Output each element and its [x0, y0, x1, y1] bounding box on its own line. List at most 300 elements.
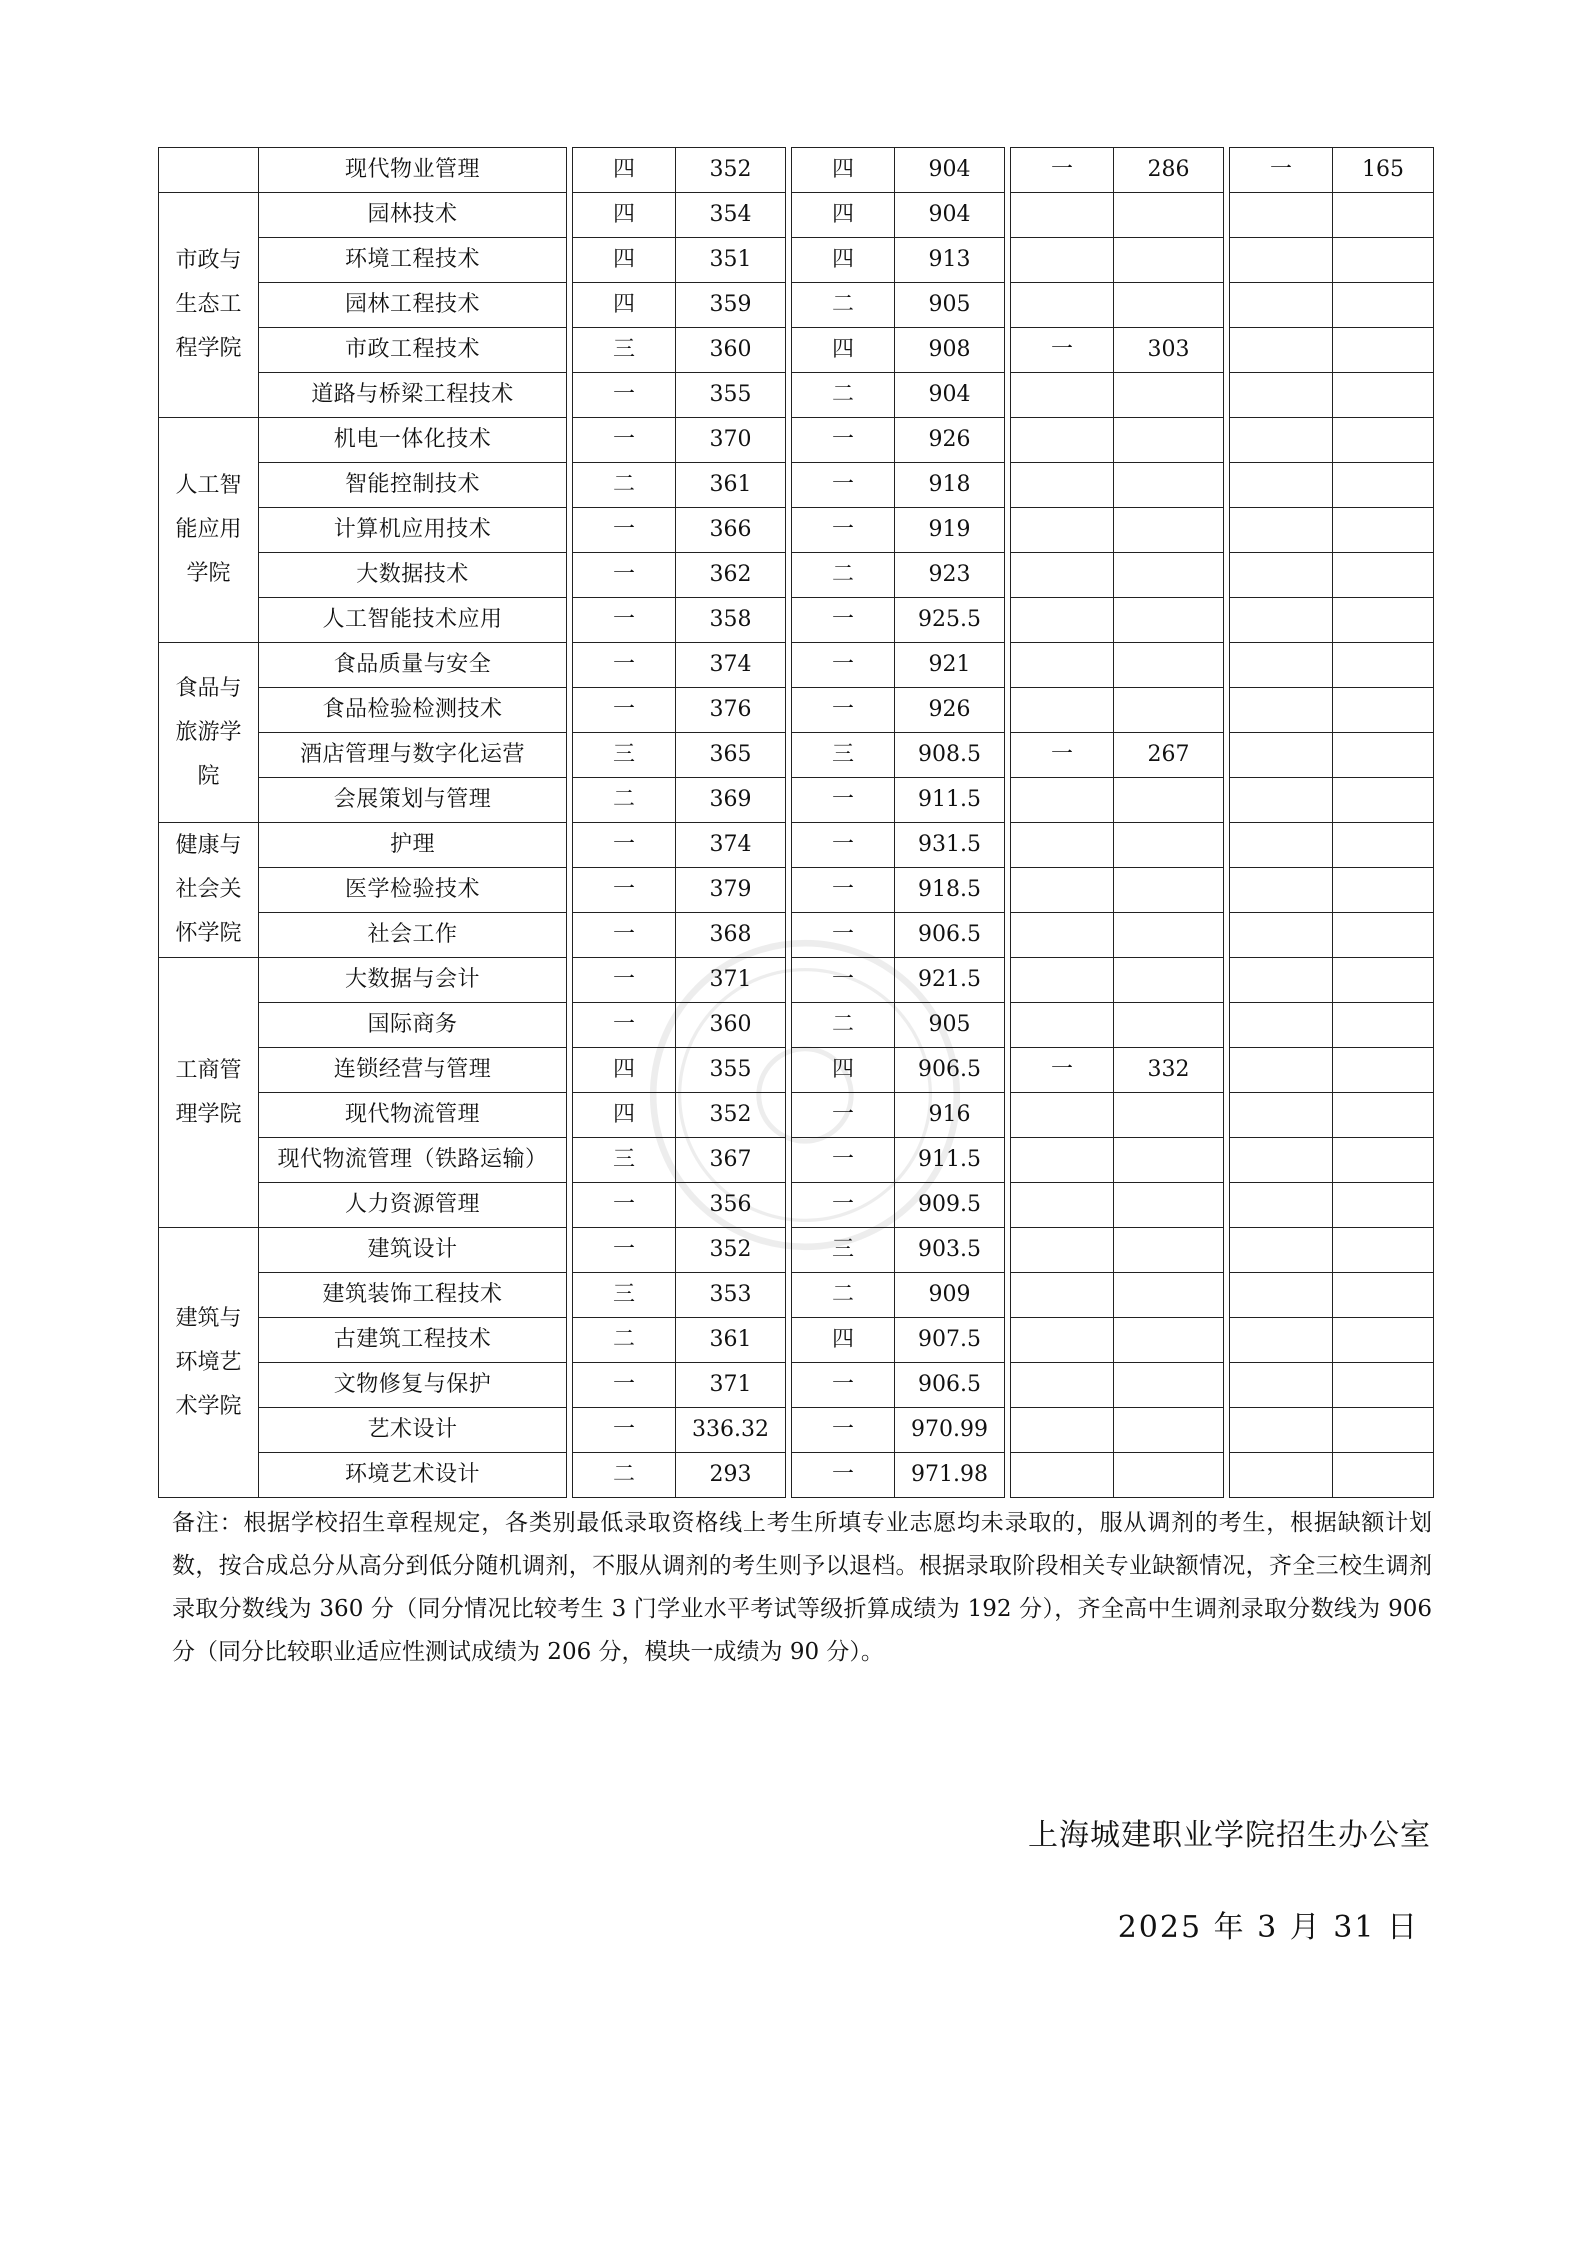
major-name-cell: 医学检验技术 [259, 868, 567, 913]
batch-2-score-cell: 904 [895, 193, 1005, 238]
batch-2-score-cell: 970.99 [895, 1408, 1005, 1453]
college-cell [159, 958, 259, 1228]
batch-3-score-cell: 303 [1114, 328, 1224, 373]
batch-4-level-cell: 一 [1230, 148, 1333, 193]
table-row [159, 1003, 1434, 1048]
batch-4-level-cell [1230, 193, 1333, 238]
batch-2-level-cell: 一 [792, 868, 895, 913]
batch-1-score-cell: 336.32 [676, 1408, 786, 1453]
batch-1-level-cell: 四 [573, 193, 676, 238]
batch-4-score-cell [1333, 1318, 1434, 1363]
table-row [159, 688, 1434, 733]
table-row [159, 958, 1434, 1003]
batch-1-score-cell: 293 [676, 1453, 786, 1498]
batch-3-level-cell [1011, 238, 1114, 283]
batch-3-level-cell: 一 [1011, 1048, 1114, 1093]
batch-1-score-cell: 360 [676, 328, 786, 373]
batch-1-level-cell: 三 [573, 1273, 676, 1318]
batch-4-score-cell [1333, 1228, 1434, 1273]
batch-4-score-cell [1333, 643, 1434, 688]
batch-2-score-cell: 911.5 [895, 1138, 1005, 1183]
batch-1-level-cell: 一 [573, 598, 676, 643]
table-row [159, 913, 1434, 958]
batch-2-level-cell: 四 [792, 1318, 895, 1363]
batch-1-level-cell: 一 [573, 913, 676, 958]
batch-3-score-cell [1114, 553, 1224, 598]
batch-3-score-cell [1114, 1363, 1224, 1408]
major-name-cell: 社会工作 [259, 913, 567, 958]
batch-3-level-cell [1011, 1453, 1114, 1498]
batch-4-score-cell [1333, 1093, 1434, 1138]
college-name: 人工智能应用学院 [175, 473, 242, 586]
major-name-cell: 连锁经营与管理 [259, 1048, 567, 1093]
batch-4-level-cell [1230, 913, 1333, 958]
batch-4-level-cell [1230, 1318, 1333, 1363]
batch-1-score-cell: 374 [676, 823, 786, 868]
major-name-cell: 机电一体化技术 [259, 418, 567, 463]
batch-1-level-cell: 一 [573, 1183, 676, 1228]
batch-2-score-cell: 906.5 [895, 1048, 1005, 1093]
batch-2-level-cell: 一 [792, 778, 895, 823]
batch-4-level-cell [1230, 1048, 1333, 1093]
batch-4-score-cell [1333, 1138, 1434, 1183]
batch-4-score-cell [1333, 733, 1434, 778]
batch-4-score-cell [1333, 1453, 1434, 1498]
batch-1-level-cell: 二 [573, 778, 676, 823]
batch-2-level-cell: 一 [792, 1453, 895, 1498]
batch-3-score-cell [1114, 373, 1224, 418]
batch-4-level-cell [1230, 1273, 1333, 1318]
batch-3-level-cell [1011, 193, 1114, 238]
batch-1-level-cell: 三 [573, 733, 676, 778]
major-name-cell: 人工智能技术应用 [259, 598, 567, 643]
batch-4-score-cell [1333, 418, 1434, 463]
batch-1-level-cell: 二 [573, 1453, 676, 1498]
batch-3-score-cell [1114, 823, 1224, 868]
batch-2-level-cell: 二 [792, 373, 895, 418]
batch-1-level-cell: 一 [573, 553, 676, 598]
batch-2-level-cell: 一 [792, 1363, 895, 1408]
batch-4-score-cell [1333, 1048, 1434, 1093]
batch-1-score-cell: 351 [676, 238, 786, 283]
table-row [159, 463, 1434, 508]
batch-1-score-cell: 379 [676, 868, 786, 913]
batch-1-score-cell: 376 [676, 688, 786, 733]
batch-2-level-cell: 一 [792, 643, 895, 688]
batch-3-level-cell: 一 [1011, 328, 1114, 373]
batch-1-score-cell: 368 [676, 913, 786, 958]
table-row [159, 418, 1434, 463]
batch-2-level-cell: 一 [792, 1138, 895, 1183]
batch-4-score-cell [1333, 913, 1434, 958]
batch-3-score-cell [1114, 643, 1224, 688]
major-name-cell: 市政工程技术 [259, 328, 567, 373]
college-name: 健康与社会关怀学院 [175, 833, 242, 946]
batch-1-score-cell: 358 [676, 598, 786, 643]
batch-2-score-cell: 906.5 [895, 1363, 1005, 1408]
batch-3-score-cell [1114, 238, 1224, 283]
batch-3-level-cell [1011, 778, 1114, 823]
batch-3-score-cell [1114, 1003, 1224, 1048]
batch-3-level-cell [1011, 643, 1114, 688]
batch-1-score-cell: 359 [676, 283, 786, 328]
table-row [159, 868, 1434, 913]
batch-4-level-cell [1230, 733, 1333, 778]
batch-2-level-cell: 四 [792, 148, 895, 193]
batch-4-score-cell: 165 [1333, 148, 1434, 193]
batch-3-score-cell [1114, 1318, 1224, 1363]
batch-3-score-cell [1114, 1093, 1224, 1138]
batch-2-level-cell: 一 [792, 958, 895, 1003]
batch-2-level-cell: 一 [792, 508, 895, 553]
batch-1-level-cell: 四 [573, 148, 676, 193]
batch-4-score-cell [1333, 688, 1434, 733]
batch-4-level-cell [1230, 418, 1333, 463]
batch-2-score-cell: 916 [895, 1093, 1005, 1138]
batch-3-score-cell [1114, 508, 1224, 553]
batch-4-level-cell [1230, 283, 1333, 328]
batch-1-level-cell: 一 [573, 868, 676, 913]
batch-1-level-cell: 二 [573, 1318, 676, 1363]
batch-2-score-cell: 904 [895, 373, 1005, 418]
batch-1-level-cell: 一 [573, 418, 676, 463]
college-name: 建筑与环境艺术学院 [175, 1305, 242, 1419]
batch-2-score-cell: 971.98 [895, 1453, 1005, 1498]
batch-4-level-cell [1230, 553, 1333, 598]
issue-date: 2025 年 3 月 31 日 [1117, 1910, 1419, 1945]
table-row [159, 283, 1434, 328]
batch-4-score-cell [1333, 283, 1434, 328]
major-name-cell: 现代物业管理 [259, 148, 567, 193]
batch-4-level-cell [1230, 238, 1333, 283]
batch-4-level-cell [1230, 598, 1333, 643]
batch-3-score-cell: 286 [1114, 148, 1224, 193]
batch-1-score-cell: 366 [676, 508, 786, 553]
batch-3-level-cell [1011, 283, 1114, 328]
batch-3-score-cell [1114, 688, 1224, 733]
batch-1-level-cell: 四 [573, 1048, 676, 1093]
batch-4-level-cell [1230, 778, 1333, 823]
batch-1-score-cell: 355 [676, 373, 786, 418]
batch-1-level-cell: 一 [573, 1228, 676, 1273]
table-row [159, 148, 1434, 193]
batch-4-score-cell [1333, 1273, 1434, 1318]
batch-1-level-cell: 三 [573, 1138, 676, 1183]
batch-3-score-cell [1114, 1183, 1224, 1228]
table-row [159, 193, 1434, 238]
batch-4-level-cell [1230, 1408, 1333, 1453]
batch-2-level-cell: 一 [792, 1183, 895, 1228]
batch-2-level-cell: 一 [792, 913, 895, 958]
major-name-cell: 智能控制技术 [259, 463, 567, 508]
batch-2-score-cell: 931.5 [895, 823, 1005, 868]
batch-1-level-cell: 一 [573, 508, 676, 553]
batch-1-level-cell: 一 [573, 1003, 676, 1048]
batch-1-score-cell: 367 [676, 1138, 786, 1183]
batch-3-level-cell [1011, 598, 1114, 643]
batch-1-score-cell: 356 [676, 1183, 786, 1228]
batch-2-score-cell: 905 [895, 1003, 1005, 1048]
batch-4-level-cell [1230, 1003, 1333, 1048]
table-row [159, 1318, 1434, 1363]
batch-4-score-cell [1333, 463, 1434, 508]
batch-3-score-cell [1114, 868, 1224, 913]
table-row [159, 733, 1434, 778]
batch-2-level-cell: 四 [792, 1048, 895, 1093]
batch-1-score-cell: 354 [676, 193, 786, 238]
batch-3-level-cell [1011, 508, 1114, 553]
major-name-cell: 食品质量与安全 [259, 643, 567, 688]
batch-1-score-cell: 355 [676, 1048, 786, 1093]
major-name-cell: 现代物流管理（铁路运输） [259, 1138, 567, 1183]
batch-2-score-cell: 919 [895, 508, 1005, 553]
college-cell [159, 193, 259, 418]
signer-office: 上海城建职业学院招生办公室 [1028, 1818, 1431, 1853]
major-name-cell: 艺术设计 [259, 1408, 567, 1453]
batch-4-level-cell [1230, 688, 1333, 733]
batch-2-level-cell: 一 [792, 823, 895, 868]
major-name-cell: 现代物流管理 [259, 1093, 567, 1138]
major-name-cell: 大数据与会计 [259, 958, 567, 1003]
batch-2-score-cell: 909 [895, 1273, 1005, 1318]
batch-2-level-cell: 一 [792, 418, 895, 463]
table-row [159, 1138, 1434, 1183]
table-row [159, 823, 1434, 868]
batch-4-score-cell [1333, 238, 1434, 283]
batch-2-level-cell: 三 [792, 733, 895, 778]
major-name-cell: 计算机应用技术 [259, 508, 567, 553]
batch-2-score-cell: 903.5 [895, 1228, 1005, 1273]
table-row [159, 373, 1434, 418]
major-name-cell: 建筑装饰工程技术 [259, 1273, 567, 1318]
batch-3-level-cell [1011, 418, 1114, 463]
college-cell [159, 1228, 259, 1498]
batch-4-score-cell [1333, 1003, 1434, 1048]
batch-2-score-cell: 918.5 [895, 868, 1005, 913]
batch-1-level-cell: 三 [573, 328, 676, 373]
batch-3-score-cell [1114, 913, 1224, 958]
batch-3-level-cell [1011, 1228, 1114, 1273]
batch-1-score-cell: 365 [676, 733, 786, 778]
batch-4-score-cell [1333, 508, 1434, 553]
batch-1-level-cell: 二 [573, 463, 676, 508]
batch-2-level-cell: 二 [792, 1003, 895, 1048]
major-name-cell: 园林技术 [259, 193, 567, 238]
major-name-cell: 环境艺术设计 [259, 1453, 567, 1498]
major-name-cell: 园林工程技术 [259, 283, 567, 328]
batch-2-score-cell: 926 [895, 418, 1005, 463]
major-name-cell: 环境工程技术 [259, 238, 567, 283]
batch-4-score-cell [1333, 1408, 1434, 1453]
batch-4-score-cell [1333, 868, 1434, 913]
batch-1-score-cell: 371 [676, 1363, 786, 1408]
batch-4-score-cell [1333, 193, 1434, 238]
batch-2-score-cell: 905 [895, 283, 1005, 328]
table-row [159, 1408, 1434, 1453]
batch-3-score-cell [1114, 1138, 1224, 1183]
batch-4-score-cell [1333, 553, 1434, 598]
college-cell [159, 643, 259, 823]
batch-1-level-cell: 四 [573, 238, 676, 283]
batch-4-score-cell [1333, 823, 1434, 868]
batch-2-level-cell: 二 [792, 553, 895, 598]
college-name: 工商管理学院 [175, 1057, 242, 1127]
table-row [159, 328, 1434, 373]
batch-2-level-cell: 四 [792, 328, 895, 373]
batch-2-score-cell: 906.5 [895, 913, 1005, 958]
major-name-cell: 食品检验检测技术 [259, 688, 567, 733]
batch-2-level-cell: 一 [792, 1408, 895, 1453]
batch-3-level-cell [1011, 553, 1114, 598]
batch-4-level-cell [1230, 958, 1333, 1003]
batch-4-level-cell [1230, 823, 1333, 868]
batch-4-level-cell [1230, 1138, 1333, 1183]
table-row [159, 1363, 1434, 1408]
batch-1-level-cell: 一 [573, 643, 676, 688]
batch-4-score-cell [1333, 1183, 1434, 1228]
batch-3-score-cell [1114, 193, 1224, 238]
college-cell [159, 148, 259, 193]
batch-3-level-cell [1011, 1093, 1114, 1138]
batch-4-score-cell [1333, 778, 1434, 823]
batch-1-score-cell: 353 [676, 1273, 786, 1318]
batch-2-score-cell: 909.5 [895, 1183, 1005, 1228]
batch-4-level-cell [1230, 1363, 1333, 1408]
batch-2-level-cell: 二 [792, 283, 895, 328]
batch-2-level-cell: 四 [792, 193, 895, 238]
major-name-cell: 会展策划与管理 [259, 778, 567, 823]
batch-1-level-cell: 四 [573, 283, 676, 328]
batch-2-level-cell: 二 [792, 1273, 895, 1318]
batch-1-level-cell: 一 [573, 688, 676, 733]
batch-1-level-cell: 一 [573, 373, 676, 418]
batch-2-score-cell: 921 [895, 643, 1005, 688]
batch-4-score-cell [1333, 958, 1434, 1003]
batch-3-level-cell [1011, 868, 1114, 913]
batch-2-level-cell: 一 [792, 598, 895, 643]
table-row [159, 508, 1434, 553]
batch-2-score-cell: 926 [895, 688, 1005, 733]
batch-2-score-cell: 918 [895, 463, 1005, 508]
batch-1-score-cell: 361 [676, 1318, 786, 1363]
college-name: 市政与生态工程学院 [175, 248, 242, 361]
batch-3-level-cell [1011, 373, 1114, 418]
batch-2-score-cell: 907.5 [895, 1318, 1005, 1363]
batch-2-level-cell: 三 [792, 1228, 895, 1273]
batch-1-level-cell: 一 [573, 1363, 676, 1408]
batch-3-score-cell: 332 [1114, 1048, 1224, 1093]
major-name-cell: 古建筑工程技术 [259, 1318, 567, 1363]
batch-3-level-cell [1011, 1183, 1114, 1228]
batch-4-level-cell [1230, 328, 1333, 373]
batch-3-level-cell: 一 [1011, 733, 1114, 778]
batch-4-level-cell [1230, 373, 1333, 418]
major-name-cell: 大数据技术 [259, 553, 567, 598]
batch-1-level-cell: 一 [573, 1408, 676, 1453]
table-row [159, 1093, 1434, 1138]
batch-3-score-cell [1114, 418, 1224, 463]
batch-1-score-cell: 371 [676, 958, 786, 1003]
batch-1-score-cell: 374 [676, 643, 786, 688]
batch-3-score-cell [1114, 598, 1224, 643]
major-name-cell: 建筑设计 [259, 1228, 567, 1273]
batch-1-score-cell: 352 [676, 148, 786, 193]
batch-3-level-cell [1011, 1318, 1114, 1363]
major-name-cell: 国际商务 [259, 1003, 567, 1048]
batch-3-level-cell [1011, 823, 1114, 868]
table-row [159, 553, 1434, 598]
major-name-cell: 护理 [259, 823, 567, 868]
batch-4-level-cell [1230, 868, 1333, 913]
batch-4-score-cell [1333, 1363, 1434, 1408]
batch-2-level-cell: 一 [792, 688, 895, 733]
batch-3-score-cell [1114, 463, 1224, 508]
batch-4-score-cell [1333, 373, 1434, 418]
batch-4-level-cell [1230, 643, 1333, 688]
batch-2-level-cell: 四 [792, 238, 895, 283]
batch-3-score-cell: 267 [1114, 733, 1224, 778]
batch-1-level-cell: 一 [573, 958, 676, 1003]
batch-1-score-cell: 352 [676, 1228, 786, 1273]
college-cell [159, 823, 259, 958]
batch-2-score-cell: 913 [895, 238, 1005, 283]
batch-1-score-cell: 362 [676, 553, 786, 598]
batch-3-level-cell [1011, 1363, 1114, 1408]
batch-4-level-cell [1230, 1453, 1333, 1498]
batch-1-score-cell: 369 [676, 778, 786, 823]
major-name-cell: 人力资源管理 [259, 1183, 567, 1228]
batch-3-score-cell [1114, 283, 1224, 328]
table-row [159, 643, 1434, 688]
college-name: 食品与旅游学院 [175, 675, 242, 789]
remarks-note: 备注：根据学校招生章程规定，各类别最低录取资格线上考生所填专业志愿均未录取的，服从调剂的考生，根据缺额计划数，按合成总分从高分到低分随机调剂，不服从调剂的考生则予以退档。根据录取阶段相关专业缺额情况，齐全三校生调剂录取分数线为 360 分（同分情况比较考生 3 门学业水平考试等级折算成绩为 192 分），齐全高中生调剂录取分数线为 906 分（同分比较职业适应性测试成绩为 206 分，模块一成绩为 90 分）。 [172, 1510, 1432, 1665]
table-row [159, 778, 1434, 823]
batch-1-level-cell: 一 [573, 823, 676, 868]
batch-3-level-cell [1011, 958, 1114, 1003]
major-name-cell: 酒店管理与数字化运营 [259, 733, 567, 778]
batch-3-level-cell [1011, 463, 1114, 508]
table-row [159, 1273, 1434, 1318]
table-row [159, 1048, 1434, 1093]
batch-2-score-cell: 904 [895, 148, 1005, 193]
batch-2-score-cell: 908.5 [895, 733, 1005, 778]
major-name-cell: 文物修复与保护 [259, 1363, 567, 1408]
table-row [159, 598, 1434, 643]
batch-3-level-cell [1011, 688, 1114, 733]
batch-4-level-cell [1230, 1093, 1333, 1138]
batch-2-level-cell: 一 [792, 1093, 895, 1138]
college-cell [159, 418, 259, 643]
batch-3-level-cell [1011, 1003, 1114, 1048]
batch-3-score-cell [1114, 958, 1224, 1003]
table-row [159, 238, 1434, 283]
batch-3-level-cell [1011, 913, 1114, 958]
batch-3-score-cell [1114, 1408, 1224, 1453]
batch-3-level-cell [1011, 1138, 1114, 1183]
batch-4-score-cell [1333, 598, 1434, 643]
batch-2-score-cell: 923 [895, 553, 1005, 598]
batch-4-level-cell [1230, 1228, 1333, 1273]
batch-1-score-cell: 361 [676, 463, 786, 508]
batch-4-level-cell [1230, 463, 1333, 508]
batch-4-level-cell [1230, 1183, 1333, 1228]
batch-1-score-cell: 352 [676, 1093, 786, 1138]
batch-4-score-cell [1333, 328, 1434, 373]
batch-4-level-cell [1230, 508, 1333, 553]
batch-3-score-cell [1114, 1228, 1224, 1273]
batch-2-level-cell: 一 [792, 463, 895, 508]
admission-score-table [158, 147, 1433, 1498]
